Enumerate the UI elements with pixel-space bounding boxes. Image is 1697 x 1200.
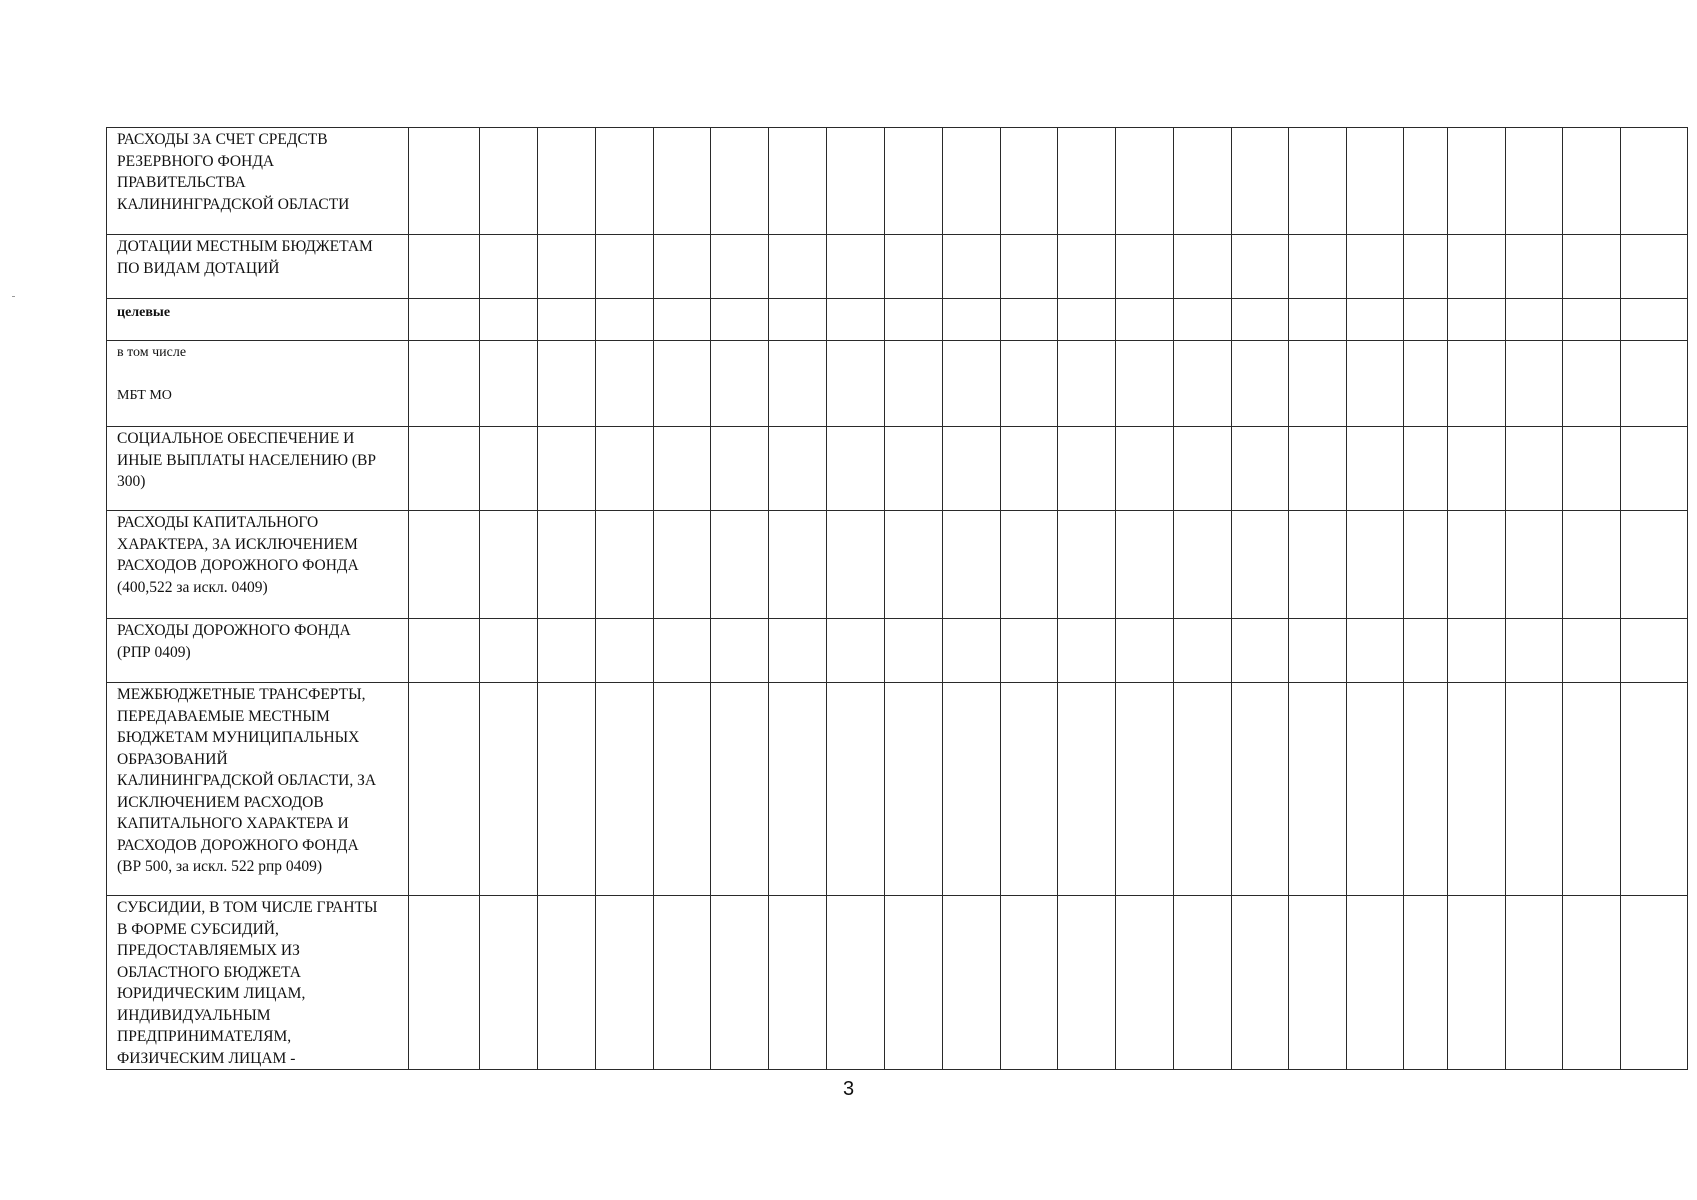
empty-cell [1232, 683, 1289, 896]
empty-cell [1347, 683, 1404, 896]
empty-cell [711, 619, 769, 683]
empty-cell [1404, 128, 1448, 235]
empty-cell [1116, 299, 1174, 341]
empty-cell [1289, 128, 1347, 235]
empty-cell [1621, 427, 1688, 511]
empty-cell [827, 128, 885, 235]
empty-cell [538, 683, 596, 896]
empty-cell [409, 511, 480, 619]
empty-cell [409, 683, 480, 896]
empty-cell [711, 128, 769, 235]
empty-cell [1116, 683, 1174, 896]
empty-cell [1174, 128, 1232, 235]
empty-cell [885, 896, 943, 1070]
empty-cell [1506, 619, 1563, 683]
empty-cell [1232, 341, 1289, 427]
empty-cell [1289, 619, 1347, 683]
empty-cell [885, 683, 943, 896]
empty-cell [480, 128, 538, 235]
table-row [107, 427, 1688, 511]
empty-cell [943, 683, 1001, 896]
empty-cell [943, 341, 1001, 427]
row-label: МЕЖБЮДЖЕТНЫЕ ТРАНСФЕРТЫ, ПЕРЕДАВАЕМЫЕ МЕСТНЫМ БЮДЖЕТАМ МУНИЦИПАЛЬНЫХ ОБРАЗОВАНИЙ КАЛИНИНГРАДСКОЙ ОБЛАСТИ, ЗА ИСКЛЮЧЕНИЕМ РАСХОДОВ КАПИТАЛЬНОГО ХАРАКТЕРА И РАСХОДОВ ДОРОЖНОГО ФОНДА (ВР 500, за искл. 522 рпр 0409) [107, 683, 409, 896]
empty-cell [1174, 235, 1232, 299]
empty-cell [1174, 896, 1232, 1070]
empty-cell [1232, 427, 1289, 511]
empty-cell [654, 511, 711, 619]
empty-cell [1347, 128, 1404, 235]
empty-cell [538, 341, 596, 427]
row-label: РАСХОДЫ ДОРОЖНОГО ФОНДА (РПР 0409) [107, 619, 409, 683]
empty-cell [409, 299, 480, 341]
empty-cell [654, 341, 711, 427]
empty-cell [1563, 619, 1621, 683]
empty-cell [943, 235, 1001, 299]
empty-cell [1174, 427, 1232, 511]
empty-cell [827, 511, 885, 619]
empty-cell [1001, 427, 1058, 511]
empty-cell [1058, 619, 1116, 683]
empty-cell [1116, 511, 1174, 619]
empty-cell [1232, 896, 1289, 1070]
empty-cell [1621, 299, 1688, 341]
empty-cell [769, 896, 827, 1070]
empty-cell [827, 341, 885, 427]
empty-cell [943, 896, 1001, 1070]
empty-cell [1174, 683, 1232, 896]
empty-cell [654, 235, 711, 299]
row-label: СОЦИАЛЬНОЕ ОБЕСПЕЧЕНИЕ И ИНЫЕ ВЫПЛАТЫ НАСЕЛЕНИЮ (ВР 300) [107, 427, 409, 511]
empty-cell [1058, 896, 1116, 1070]
empty-cell [596, 896, 654, 1070]
empty-cell [1347, 619, 1404, 683]
empty-cell [827, 235, 885, 299]
scan-mark [12, 296, 15, 297]
empty-cell [1347, 896, 1404, 1070]
empty-cell [1563, 235, 1621, 299]
empty-cell [1347, 341, 1404, 427]
empty-cell [1001, 683, 1058, 896]
row-label: СУБСИДИИ, В ТОМ ЧИСЛЕ ГРАНТЫ В ФОРМЕ СУБСИДИЙ, ПРЕДОСТАВЛЯЕМЫХ ИЗ ОБЛАСТНОГО БЮДЖЕТА ЮРИДИЧЕСКИМ ЛИЦАМ, ИНДИВИДУАЛЬНЫМ ПРЕДПРИНИМАТЕЛЯМ, ФИЗИЧЕСКИМ ЛИЦАМ - [107, 896, 409, 1070]
empty-cell [596, 511, 654, 619]
empty-cell [1116, 341, 1174, 427]
row-label: РАСХОДЫ КАПИТАЛЬНОГО ХАРАКТЕРА, ЗА ИСКЛЮЧЕНИЕМ РАСХОДОВ ДОРОЖНОГО ФОНДА (400,522 за искл. 0409) [107, 511, 409, 619]
empty-cell [885, 128, 943, 235]
empty-cell [711, 235, 769, 299]
empty-cell [943, 511, 1001, 619]
empty-cell [1621, 683, 1688, 896]
empty-cell [885, 619, 943, 683]
empty-cell [1289, 896, 1347, 1070]
empty-cell [1058, 128, 1116, 235]
empty-cell [1404, 511, 1448, 619]
empty-cell [769, 427, 827, 511]
empty-cell [480, 427, 538, 511]
empty-cell [1289, 235, 1347, 299]
empty-cell [654, 128, 711, 235]
empty-cell [769, 511, 827, 619]
empty-cell [769, 683, 827, 896]
empty-cell [1058, 299, 1116, 341]
empty-cell [1289, 427, 1347, 511]
empty-cell [1563, 341, 1621, 427]
empty-cell [1289, 341, 1347, 427]
empty-cell [654, 619, 711, 683]
empty-cell [769, 619, 827, 683]
empty-cell [1563, 128, 1621, 235]
empty-cell [1058, 683, 1116, 896]
empty-cell [1174, 299, 1232, 341]
empty-cell [480, 235, 538, 299]
empty-cell [409, 235, 480, 299]
empty-cell [1001, 896, 1058, 1070]
empty-cell [1448, 511, 1506, 619]
table-row [107, 128, 1688, 235]
empty-cell [711, 299, 769, 341]
empty-cell [1058, 341, 1116, 427]
empty-cell [538, 427, 596, 511]
empty-cell [1347, 299, 1404, 341]
empty-cell [596, 427, 654, 511]
empty-cell [538, 619, 596, 683]
table-row [107, 896, 1688, 1070]
empty-cell [1621, 128, 1688, 235]
empty-cell [1116, 128, 1174, 235]
empty-cell [538, 299, 596, 341]
empty-cell [596, 128, 654, 235]
empty-cell [1404, 235, 1448, 299]
empty-cell [1621, 511, 1688, 619]
empty-cell [1347, 235, 1404, 299]
empty-cell [827, 683, 885, 896]
empty-cell [1404, 683, 1448, 896]
empty-cell [1347, 427, 1404, 511]
empty-cell [1232, 299, 1289, 341]
empty-cell [409, 896, 480, 1070]
empty-cell [885, 341, 943, 427]
empty-cell [1232, 619, 1289, 683]
empty-cell [711, 683, 769, 896]
empty-cell [1058, 427, 1116, 511]
empty-cell [827, 619, 885, 683]
table-row [107, 511, 1688, 619]
empty-cell [1448, 683, 1506, 896]
empty-cell [885, 235, 943, 299]
empty-cell [943, 128, 1001, 235]
empty-cell [596, 619, 654, 683]
empty-cell [1563, 896, 1621, 1070]
empty-cell [409, 619, 480, 683]
empty-cell [409, 341, 480, 427]
table-row [107, 683, 1688, 896]
empty-cell [711, 511, 769, 619]
empty-cell [1621, 619, 1688, 683]
table-row [107, 235, 1688, 299]
empty-cell [1001, 299, 1058, 341]
empty-cell [480, 341, 538, 427]
empty-cell [1563, 511, 1621, 619]
empty-cell [654, 427, 711, 511]
empty-cell [1404, 341, 1448, 427]
empty-cell [1506, 235, 1563, 299]
empty-cell [480, 896, 538, 1070]
empty-cell [1506, 896, 1563, 1070]
empty-cell [885, 427, 943, 511]
table-row [107, 619, 1688, 683]
empty-cell [480, 619, 538, 683]
empty-cell [1116, 235, 1174, 299]
empty-cell [827, 896, 885, 1070]
budget-expenditure-table [106, 127, 1688, 1070]
table-row [107, 299, 1688, 341]
empty-cell [1506, 299, 1563, 341]
empty-cell [1448, 896, 1506, 1070]
empty-cell [943, 299, 1001, 341]
empty-cell [1563, 427, 1621, 511]
empty-cell [769, 128, 827, 235]
row-label: ДОТАЦИИ МЕСТНЫМ БЮДЖЕТАМ ПО ВИДАМ ДОТАЦИЙ [107, 235, 409, 299]
empty-cell [409, 128, 480, 235]
empty-cell [1289, 511, 1347, 619]
empty-cell [654, 683, 711, 896]
empty-cell [1448, 299, 1506, 341]
empty-cell [885, 511, 943, 619]
empty-cell [1404, 619, 1448, 683]
empty-cell [827, 299, 885, 341]
empty-cell [1563, 299, 1621, 341]
empty-cell [596, 235, 654, 299]
empty-cell [596, 299, 654, 341]
empty-cell [1506, 511, 1563, 619]
empty-cell [1001, 128, 1058, 235]
table-row [107, 341, 1688, 427]
row-label: целевые [107, 299, 409, 341]
empty-cell [596, 683, 654, 896]
empty-cell [1404, 896, 1448, 1070]
empty-cell [1506, 683, 1563, 896]
empty-cell [943, 427, 1001, 511]
empty-cell [1506, 341, 1563, 427]
empty-cell [711, 427, 769, 511]
empty-cell [1448, 427, 1506, 511]
empty-cell [769, 299, 827, 341]
empty-cell [1506, 128, 1563, 235]
empty-cell [1347, 511, 1404, 619]
empty-cell [1116, 427, 1174, 511]
empty-cell [1174, 341, 1232, 427]
empty-cell [1001, 341, 1058, 427]
empty-cell [480, 683, 538, 896]
empty-cell [1404, 299, 1448, 341]
empty-cell [1621, 235, 1688, 299]
row-label: РАСХОДЫ ЗА СЧЕТ СРЕДСТВ РЕЗЕРВНОГО ФОНДА ПРАВИТЕЛЬСТВА КАЛИНИНГРАДСКОЙ ОБЛАСТИ [107, 128, 409, 235]
empty-cell [1174, 511, 1232, 619]
empty-cell [538, 128, 596, 235]
empty-cell [1448, 341, 1506, 427]
empty-cell [1506, 427, 1563, 511]
empty-cell [409, 427, 480, 511]
empty-cell [1116, 619, 1174, 683]
empty-cell [1001, 511, 1058, 619]
empty-cell [1001, 235, 1058, 299]
empty-cell [769, 235, 827, 299]
empty-cell [538, 896, 596, 1070]
empty-cell [1232, 235, 1289, 299]
empty-cell [1058, 235, 1116, 299]
empty-cell [1448, 128, 1506, 235]
empty-cell [1448, 235, 1506, 299]
empty-cell [1289, 299, 1347, 341]
empty-cell [1232, 128, 1289, 235]
empty-cell [538, 235, 596, 299]
page-number: 3 [842, 1078, 855, 1100]
row-label: в том числе МБТ МО [107, 341, 409, 427]
empty-cell [1058, 511, 1116, 619]
empty-cell [654, 896, 711, 1070]
empty-cell [1232, 511, 1289, 619]
empty-cell [596, 341, 654, 427]
empty-cell [1174, 619, 1232, 683]
empty-cell [943, 619, 1001, 683]
empty-cell [711, 341, 769, 427]
empty-cell [1563, 683, 1621, 896]
empty-cell [769, 341, 827, 427]
empty-cell [654, 299, 711, 341]
empty-cell [538, 511, 596, 619]
empty-cell [480, 299, 538, 341]
empty-cell [480, 511, 538, 619]
empty-cell [711, 896, 769, 1070]
empty-cell [1448, 619, 1506, 683]
empty-cell [1621, 341, 1688, 427]
empty-cell [827, 427, 885, 511]
empty-cell [885, 299, 943, 341]
empty-cell [1289, 683, 1347, 896]
empty-cell [1116, 896, 1174, 1070]
empty-cell [1621, 896, 1688, 1070]
empty-cell [1001, 619, 1058, 683]
empty-cell [1404, 427, 1448, 511]
